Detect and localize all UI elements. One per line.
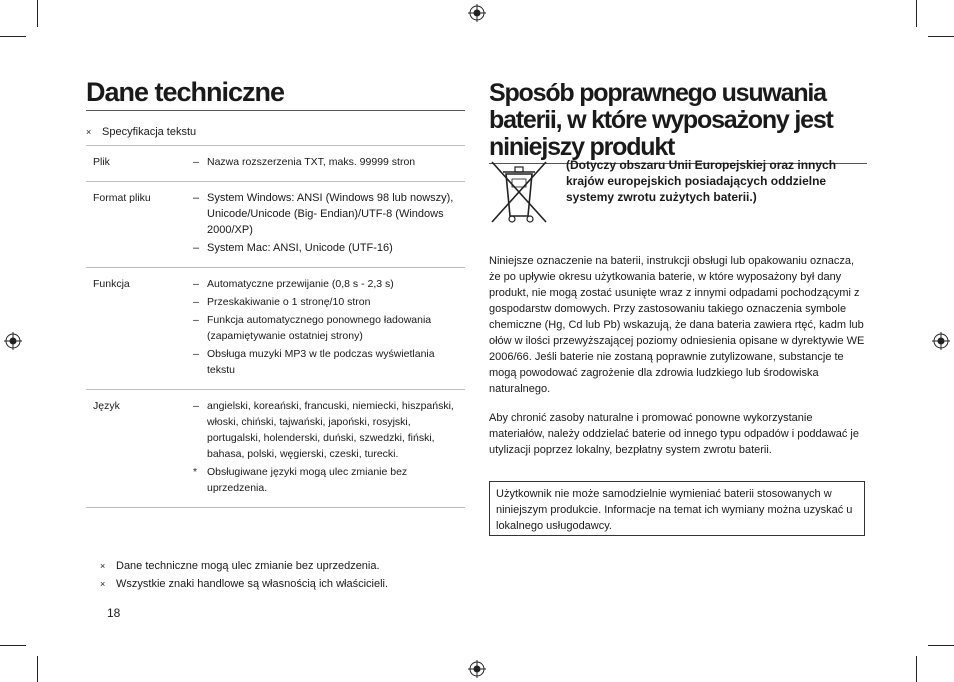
list-item xyxy=(193,346,465,378)
registration-mark-icon xyxy=(468,660,486,678)
table-row xyxy=(86,145,465,181)
note-mark-icon: × xyxy=(100,561,106,571)
eu-scope-note: (Dotyczy obszaru Unii Europejskiej oraz innych krajów europejskich posiadających oddzielne systemy zwrotu zużytych baterii.) xyxy=(566,158,837,204)
page-title-specs: Dane techniczne xyxy=(86,76,465,111)
spec-items xyxy=(193,190,465,258)
list-item-text: Obsługa muzyki MP3 w tle podczas wyświetlania tekstu xyxy=(207,348,435,376)
bullet: – xyxy=(193,400,199,412)
page-number: 18 xyxy=(107,606,121,620)
table-row xyxy=(86,389,465,508)
registration-mark-icon xyxy=(468,4,486,22)
list-item-text: Automatyczne przewijanie (0,8 s - 2,3 s) xyxy=(207,278,394,290)
paragraph-recycling: Aby chronić zasoby naturalne i promować ponowne wykorzystanie materiałów, należy oddzielać baterie od innego typu odpadów i poddawać je utylizacji poprzez lokalny, bezpłatny system zwrotu baterii. xyxy=(489,412,859,456)
footnotes xyxy=(100,557,388,593)
table-row xyxy=(86,181,465,267)
spec-items xyxy=(193,154,465,172)
list-item xyxy=(193,154,465,170)
crop-mark xyxy=(916,0,917,27)
bullet: – xyxy=(193,278,199,290)
list-item-text: angielski, koreański, francuski, niemiecki, hiszpański, włoski, chiński, tajwański, japoński, rosyjski, portugalski, holenderski, duński, szwedzki, fiński, bahasa, polski, węgierski, czeski, turecki. xyxy=(207,400,454,460)
list-item xyxy=(193,464,465,496)
list-item-text: Nazwa rozszerzenia TXT, maks. 99999 stron xyxy=(207,156,416,168)
list-item-text: Obsługiwane języki mogą ulec zmianie bez uprzedzenia. xyxy=(207,466,408,494)
crossed-out-bin-icon xyxy=(489,158,549,226)
list-item xyxy=(193,398,465,462)
list-item-text: Przeskakiwanie o 1 stronę/10 stron xyxy=(207,296,371,308)
list-item-text: Funkcja automatycznego ponownego ładowania (zapamiętywanie ostatniej strony) xyxy=(207,314,432,342)
crop-mark xyxy=(37,656,38,682)
spec-table xyxy=(86,145,465,508)
bullet: – xyxy=(193,296,199,308)
bullet: – xyxy=(193,242,200,254)
note-mark-icon: × xyxy=(100,579,106,589)
spec-items xyxy=(193,276,465,380)
registration-mark-icon xyxy=(4,332,22,350)
crop-mark xyxy=(0,36,26,37)
spec-label: Język xyxy=(93,400,120,412)
crop-mark xyxy=(37,0,38,27)
notice-box: Użytkownik nie może samodzielnie wymieniać baterii stosowanych w niniejszym produkcie. Informacje na temat ich wymiany można uzyskać u lokalnego usługodawcy. xyxy=(489,481,865,536)
table-row xyxy=(86,267,465,389)
spec-items xyxy=(193,398,465,498)
footnote-text: Wszystkie znaki handlowe są własnością ich właścicieli. xyxy=(116,578,389,590)
spec-label: Funkcja xyxy=(93,278,130,290)
footnote-text: Dane techniczne mogą ulec zmianie bez uprzedzenia. xyxy=(116,560,380,572)
spec-heading-text: Specyfikacja tekstu xyxy=(102,126,197,138)
list-item-text: System Windows: ANSI (Windows 98 lub nowszy), Unicode/Unicode (Big- Endian)/UTF-8 (Windows 2000/XP) xyxy=(207,192,454,236)
list-item xyxy=(193,276,465,292)
list-item xyxy=(100,575,388,593)
spec-label: Plik xyxy=(93,156,110,168)
bullet: – xyxy=(193,192,200,204)
bullet: – xyxy=(193,348,199,360)
page-title-battery-disposal: Sposób poprawnego usuwania baterii, w które wyposażony jest niniejszy produkt xyxy=(489,80,867,164)
note-mark-icon: × xyxy=(86,127,92,137)
list-item xyxy=(193,190,465,238)
paragraph-meaning: Niniejsze oznaczenie na baterii, instrukcji obsługi lub opakowaniu oznacza, że po upływie okresu użytkowania baterie, w które wyposażony był dany produkt, nie mogą zostać usunięte wraz z innymi odpadami pochodzącymi z gospodarstw domowych. Przy zastosowaniu takiego oznaczenia symbole chemiczne (Hg, Cd lub Pb) wskazują, że dana bateria zawiera rtęć, kadm lub ołów w ilości przewyższającej poziomy odniesienia opisane w dyrektywie WE 2006/66. Jeśli baterie nie zostaną poprawnie zutylizowane, substancje te mogą powodować zagrożenie dla zdrowia ludzkiego lub środowiska naturalnego. xyxy=(489,255,865,395)
crop-mark xyxy=(0,645,26,646)
list-item xyxy=(193,312,465,344)
spec-heading xyxy=(86,126,196,138)
bullet: * xyxy=(193,466,198,478)
list-item xyxy=(193,240,465,256)
crop-mark xyxy=(928,36,954,37)
list-item xyxy=(100,557,388,575)
bullet: – xyxy=(193,314,199,326)
bullet: – xyxy=(193,156,199,168)
spec-label: Format pliku xyxy=(93,192,151,204)
list-item xyxy=(193,294,465,310)
registration-mark-icon xyxy=(932,332,950,350)
crop-mark xyxy=(916,656,917,682)
crop-mark xyxy=(928,645,954,646)
list-item-text: System Mac: ANSI, Unicode (UTF-16) xyxy=(207,242,393,254)
